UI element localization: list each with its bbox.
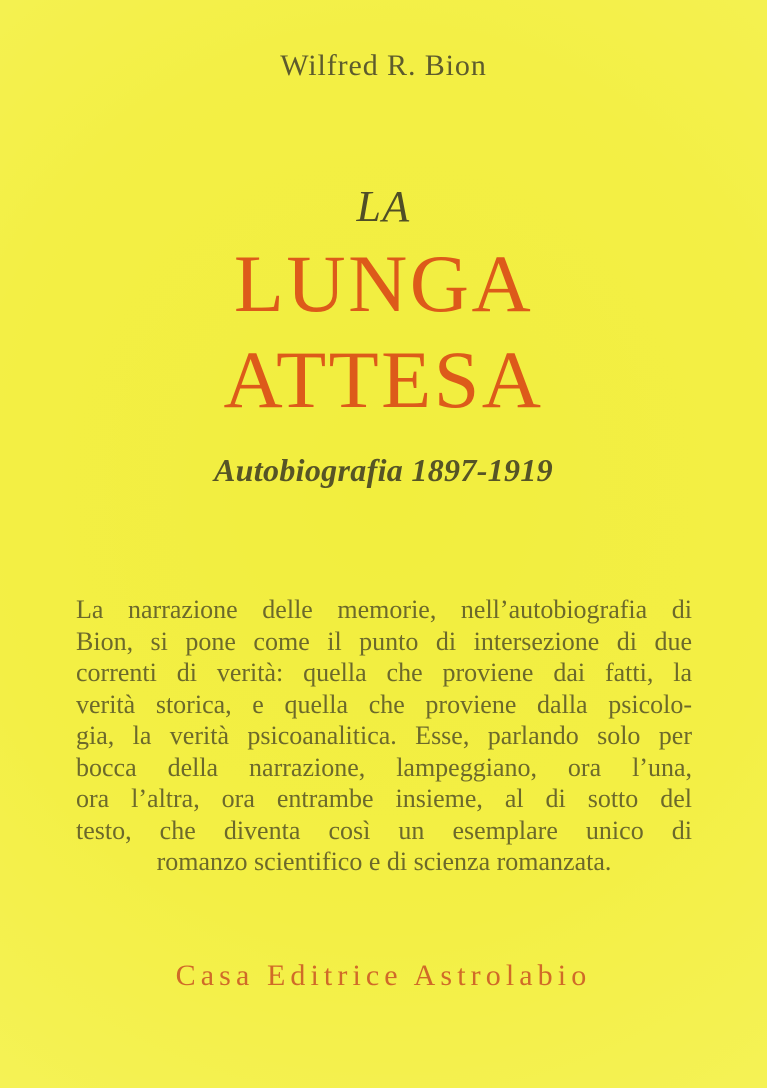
blurb-line: ora l’altra, ora entrambe insieme, al di sotto del xyxy=(76,784,692,813)
blurb-paragraph xyxy=(76,594,692,878)
blurb-line: testo, che diventa così un esemplare unico di xyxy=(76,815,692,845)
title-line-1: LUNGA xyxy=(233,238,534,329)
blurb-line: romanzo scientifico e di scienza romanzata. xyxy=(156,847,612,876)
blurb-line: Bion, si pone come il punto di intersezione di due xyxy=(76,626,692,656)
title-article: LA xyxy=(356,182,411,231)
book-title xyxy=(0,236,767,428)
title-line-2: ATTESA xyxy=(223,334,544,425)
subtitle: Autobiografia 1897-1919 xyxy=(214,452,553,488)
blurb-line: correnti di verità: quella che proviene dai fatti, la xyxy=(76,658,692,687)
blurb-line: verità storica, e quella che proviene dalla psicolo- xyxy=(76,689,692,719)
author-name: Wilfred R. Bion xyxy=(280,49,487,82)
blurb-line: bocca della narrazione, lampeggiano, ora l’una, xyxy=(76,752,692,782)
blurb-line: La narrazione delle memorie, nell’autobiografia di xyxy=(76,595,692,624)
publisher-name: Casa Editrice Astrolabio xyxy=(175,959,592,992)
blurb-line: gia, la verità psicoanalitica. Esse, parlando solo per xyxy=(76,721,692,750)
